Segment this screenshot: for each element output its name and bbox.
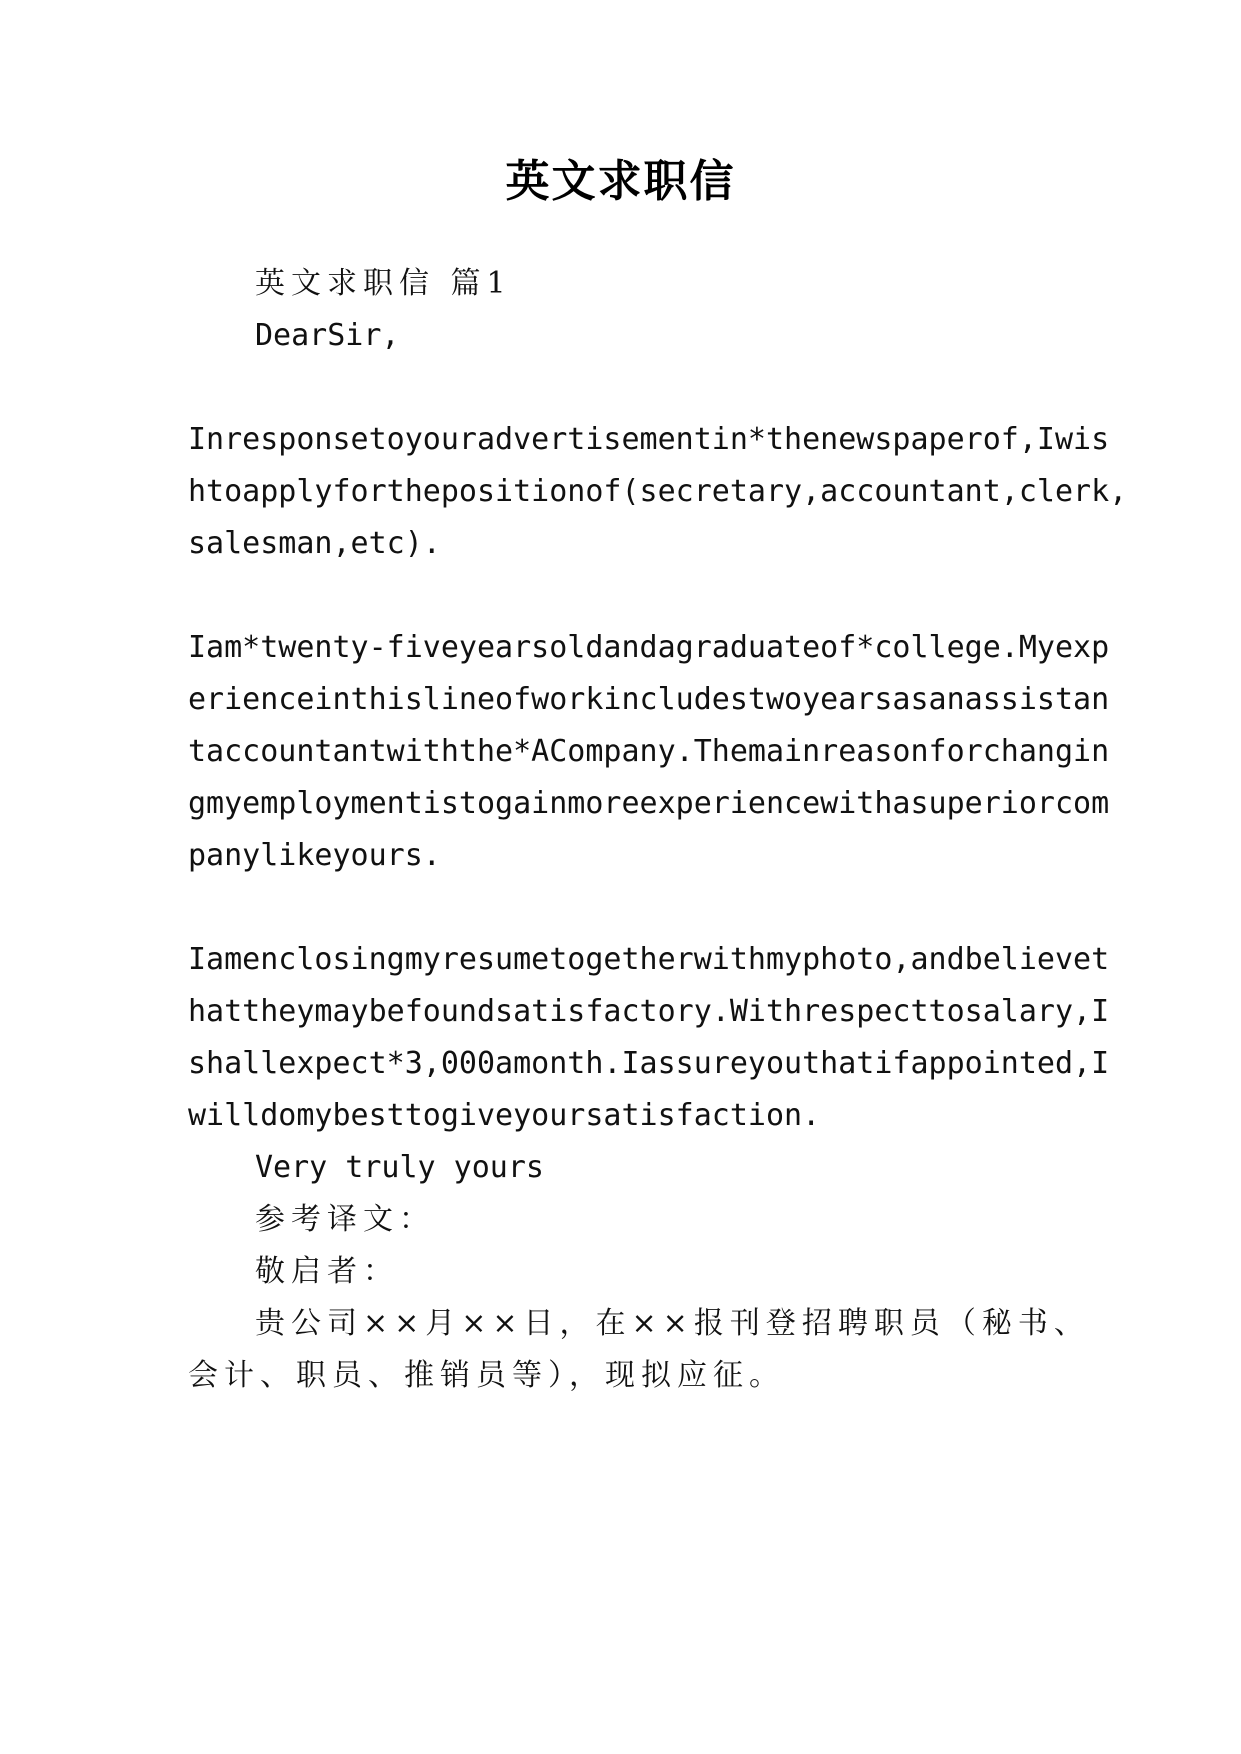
paragraph-3-line: willdomybesttogiveyoursatisfaction. [188,1098,821,1133]
paragraph-3-line: Iamenclosingmyresumetogetherwithmyphoto,andbelievet [188,942,1110,977]
paragraph-2-line: erienceinthislineofworkincludestwoyearsasanassistan [188,682,1110,717]
paragraph-1-line: htoapplyforthepositionof(secretary,accountant,clerk, [188,474,1128,509]
salutation: DearSir, [255,318,400,353]
paragraph-2-line: gmyemploymentistogainmoreexperiencewithasuperiorcom [188,786,1110,821]
translation-salutation: 敬启者： [255,1254,399,1289]
translation-paragraph-line: 会计、职员、推销员等），现拟应征。 [188,1358,785,1393]
document-title: 英文求职信 [505,156,736,207]
paragraph-3-line: hattheymaybefoundsatisfactory.Withrespecttosalary,I [188,994,1110,1029]
translation-label: 参考译文： [255,1202,435,1237]
section-heading: 英文求职信 篇1 [255,266,512,301]
paragraph-2-line: taccountantwiththe*ACompany.Themainreasonforchangin [188,734,1110,769]
paragraph-2-line: Iam*twenty-fiveyearsoldandagraduateof*college.Myexp [188,630,1110,665]
paragraph-1-line: salesman,etc). [188,526,441,561]
paragraph-3-line: shallexpect*3,000amonth.Iassureyouthatifappointed,I [188,1046,1110,1081]
closing: Very truly yours [255,1150,544,1185]
paragraph-1-line: Inresponsetoyouradvertisementin*thenewspaperof,Iwis [188,422,1110,457]
paragraph-2-line: panylikeyours. [188,838,441,873]
translation-paragraph-line: 贵公司××月××日，在××报刊登招聘职员（秘书、 [255,1306,1090,1341]
